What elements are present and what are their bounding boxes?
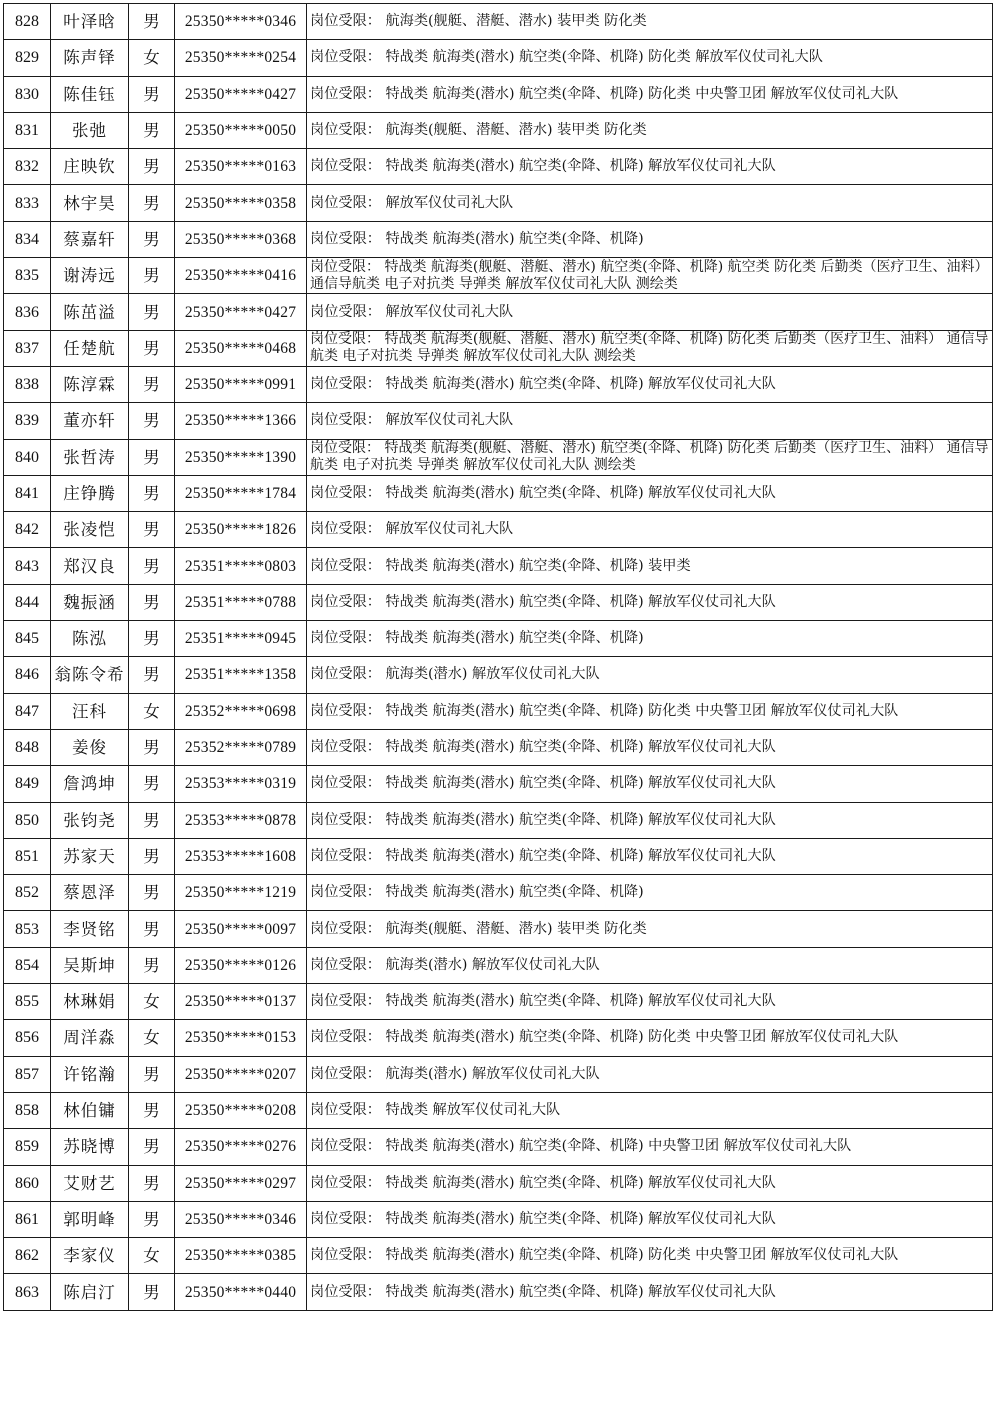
- table-row: [4, 802, 993, 838]
- gender-cell: 男: [129, 947, 175, 983]
- gender-cell: 男: [129, 911, 175, 947]
- id-number-cell: 25352*****0789: [175, 729, 307, 765]
- serial-number-cell: 835: [4, 258, 51, 294]
- serial-number-cell: 848: [4, 729, 51, 765]
- id-number-cell: 25350*****0991: [175, 366, 307, 402]
- table-row: [4, 693, 993, 729]
- id-number-cell: 25350*****0276: [175, 1129, 307, 1165]
- table-row: [4, 330, 993, 366]
- table-row: [4, 875, 993, 911]
- gender-cell: 男: [129, 875, 175, 911]
- table-row: [4, 294, 993, 330]
- name-cell: 郑汉良: [51, 548, 129, 584]
- table-row: [4, 439, 993, 475]
- restriction-note-cell: 岗位受限： 特战类 航海类(潜水) 航空类(伞降、机降): [307, 221, 993, 257]
- id-number-cell: 25350*****0346: [175, 4, 307, 40]
- name-cell: 任楚航: [51, 330, 129, 366]
- id-number-cell: 25350*****0137: [175, 984, 307, 1020]
- restriction-note-cell: 岗位受限： 特战类 航海类(潜水) 航空类(伞降、机降) 解放军仪仗司礼大队: [307, 802, 993, 838]
- restriction-note-cell: 岗位受限： 特战类 航海类(潜水) 航空类(伞降、机降) 解放军仪仗司礼大队: [307, 1165, 993, 1201]
- restriction-note-cell: 岗位受限： 特战类 航海类(潜水) 航空类(伞降、机降) 解放军仪仗司礼大队: [307, 766, 993, 802]
- gender-cell: 女: [129, 40, 175, 76]
- restriction-note-cell: 岗位受限： 解放军仪仗司礼大队: [307, 403, 993, 439]
- table-body: [4, 4, 993, 1311]
- id-number-cell: 25350*****0097: [175, 911, 307, 947]
- id-number-cell: 25353*****1608: [175, 838, 307, 874]
- serial-number-cell: 828: [4, 4, 51, 40]
- restriction-note-cell: 岗位受限： 解放军仪仗司礼大队: [307, 294, 993, 330]
- gender-cell: 男: [129, 294, 175, 330]
- id-number-cell: 25350*****0427: [175, 76, 307, 112]
- table-row: [4, 40, 993, 76]
- id-number-cell: 25350*****0153: [175, 1020, 307, 1056]
- id-number-cell: 25351*****0945: [175, 621, 307, 657]
- name-cell: 蔡恩泽: [51, 875, 129, 911]
- restriction-note-cell: 岗位受限： 特战类 航海类(潜水) 航空类(伞降、机降) 解放军仪仗司礼大队: [307, 729, 993, 765]
- restriction-note-cell: 岗位受限： 特战类 航海类(潜水) 航空类(伞降、机降) 解放军仪仗司礼大队: [307, 838, 993, 874]
- id-number-cell: 25350*****1390: [175, 439, 307, 475]
- gender-cell: 女: [129, 984, 175, 1020]
- serial-number-cell: 847: [4, 693, 51, 729]
- serial-number-cell: 856: [4, 1020, 51, 1056]
- name-cell: 陈佳钰: [51, 76, 129, 112]
- name-cell: 陈茁溢: [51, 294, 129, 330]
- id-number-cell: 25350*****0440: [175, 1274, 307, 1310]
- gender-cell: 男: [129, 439, 175, 475]
- name-cell: 魏振涵: [51, 584, 129, 620]
- restriction-note-cell: 岗位受限： 特战类 航海类(潜水) 航空类(伞降、机降) 解放军仪仗司礼大队: [307, 475, 993, 511]
- restriction-note-cell: 岗位受限： 特战类 航海类(潜水) 航空类(伞降、机降): [307, 875, 993, 911]
- serial-number-cell: 831: [4, 112, 51, 148]
- table-row: [4, 149, 993, 185]
- id-number-cell: 25350*****0416: [175, 258, 307, 294]
- table-row: [4, 766, 993, 802]
- name-cell: 陈启汀: [51, 1274, 129, 1310]
- name-cell: 庄映钦: [51, 149, 129, 185]
- gender-cell: 男: [129, 4, 175, 40]
- table-row: [4, 1129, 993, 1165]
- serial-number-cell: 850: [4, 802, 51, 838]
- id-number-cell: 25350*****0050: [175, 112, 307, 148]
- table-row: [4, 403, 993, 439]
- name-cell: 张哲涛: [51, 439, 129, 475]
- name-cell: 林伯镛: [51, 1092, 129, 1128]
- serial-number-cell: 861: [4, 1201, 51, 1237]
- restriction-note-cell: 岗位受限： 航海类(舰艇、潜艇、潜水) 装甲类 防化类: [307, 4, 993, 40]
- gender-cell: 男: [129, 621, 175, 657]
- table-row: [4, 621, 993, 657]
- id-number-cell: 25350*****0207: [175, 1056, 307, 1092]
- gender-cell: 男: [129, 149, 175, 185]
- gender-cell: 男: [129, 112, 175, 148]
- gender-cell: 男: [129, 185, 175, 221]
- restriction-note-cell: 岗位受限： 航海类(舰艇、潜艇、潜水) 装甲类 防化类: [307, 112, 993, 148]
- name-cell: 苏家天: [51, 838, 129, 874]
- table-row: [4, 584, 993, 620]
- id-number-cell: 25350*****0297: [175, 1165, 307, 1201]
- gender-cell: 女: [129, 693, 175, 729]
- id-number-cell: 25350*****0358: [175, 185, 307, 221]
- serial-number-cell: 845: [4, 621, 51, 657]
- table-row: [4, 1165, 993, 1201]
- gender-cell: 男: [129, 584, 175, 620]
- table-row: [4, 221, 993, 257]
- serial-number-cell: 836: [4, 294, 51, 330]
- name-cell: 张凌恺: [51, 512, 129, 548]
- id-number-cell: 25350*****0346: [175, 1201, 307, 1237]
- name-cell: 林宇昊: [51, 185, 129, 221]
- serial-number-cell: 858: [4, 1092, 51, 1128]
- restriction-note-cell: 岗位受限： 特战类 航海类(潜水) 航空类(伞降、机降) 解放军仪仗司礼大队: [307, 1201, 993, 1237]
- gender-cell: 男: [129, 548, 175, 584]
- id-number-cell: 25350*****1784: [175, 475, 307, 511]
- name-cell: 陈淳霖: [51, 366, 129, 402]
- restriction-note-cell: 岗位受限： 解放军仪仗司礼大队: [307, 185, 993, 221]
- gender-cell: 男: [129, 1274, 175, 1310]
- serial-number-cell: 832: [4, 149, 51, 185]
- restriction-note-cell: 岗位受限： 特战类 航海类(潜水) 航空类(伞降、机降) 防化类 解放军仪仗司礼大队: [307, 40, 993, 76]
- serial-number-cell: 833: [4, 185, 51, 221]
- serial-number-cell: 846: [4, 657, 51, 693]
- serial-number-cell: 854: [4, 947, 51, 983]
- restriction-note-cell: 岗位受限： 特战类 航海类(舰艇、潜艇、潜水) 航空类(伞降、机降) 航空类 防化类 后勤类（医疗卫生、油料） 通信导航类 电子对抗类 导弹类 解放军仪仗司礼大队 测绘类: [307, 258, 993, 294]
- id-number-cell: 25352*****0698: [175, 693, 307, 729]
- table-row: [4, 548, 993, 584]
- id-number-cell: 25350*****0427: [175, 294, 307, 330]
- name-cell: 苏晓博: [51, 1129, 129, 1165]
- name-cell: 张钧尧: [51, 802, 129, 838]
- gender-cell: 男: [129, 76, 175, 112]
- serial-number-cell: 830: [4, 76, 51, 112]
- id-number-cell: 25353*****0319: [175, 766, 307, 802]
- restriction-note-cell: 岗位受限： 航海类(潜水) 解放军仪仗司礼大队: [307, 657, 993, 693]
- table-row: [4, 76, 993, 112]
- table-row: [4, 1238, 993, 1274]
- serial-number-cell: 839: [4, 403, 51, 439]
- serial-number-cell: 857: [4, 1056, 51, 1092]
- table-row: [4, 112, 993, 148]
- gender-cell: 男: [129, 1201, 175, 1237]
- restriction-note-cell: 岗位受限： 特战类 航海类(舰艇、潜艇、潜水) 航空类(伞降、机降) 防化类 后勤类（医疗卫生、油料） 通信导航类 电子对抗类 导弹类 解放军仪仗司礼大队 测绘类: [307, 439, 993, 475]
- restriction-note-cell: 岗位受限： 航海类(舰艇、潜艇、潜水) 装甲类 防化类: [307, 911, 993, 947]
- restriction-note-cell: 岗位受限： 特战类 航海类(潜水) 航空类(伞降、机降): [307, 621, 993, 657]
- gender-cell: 女: [129, 1020, 175, 1056]
- serial-number-cell: 843: [4, 548, 51, 584]
- name-cell: 许铭瀚: [51, 1056, 129, 1092]
- restriction-note-cell: 岗位受限： 特战类 航海类(潜水) 航空类(伞降、机降) 防化类 中央警卫团 解放军仪仗司礼大队: [307, 1020, 993, 1056]
- gender-cell: 男: [129, 366, 175, 402]
- table-row: [4, 185, 993, 221]
- name-cell: 艾财艺: [51, 1165, 129, 1201]
- restriction-note-cell: 岗位受限： 解放军仪仗司礼大队: [307, 512, 993, 548]
- name-cell: 陈泓: [51, 621, 129, 657]
- table-row: [4, 1020, 993, 1056]
- serial-number-cell: 859: [4, 1129, 51, 1165]
- gender-cell: 男: [129, 512, 175, 548]
- restriction-note-cell: 岗位受限： 特战类 解放军仪仗司礼大队: [307, 1092, 993, 1128]
- name-cell: 汪科: [51, 693, 129, 729]
- serial-number-cell: 840: [4, 439, 51, 475]
- restriction-note-cell: 岗位受限： 特战类 航海类(舰艇、潜艇、潜水) 航空类(伞降、机降) 防化类 后勤类（医疗卫生、油料） 通信导航类 电子对抗类 导弹类 解放军仪仗司礼大队 测绘类: [307, 330, 993, 366]
- name-cell: 陈声铎: [51, 40, 129, 76]
- gender-cell: 男: [129, 475, 175, 511]
- id-number-cell: 25350*****0368: [175, 221, 307, 257]
- gender-cell: 男: [129, 657, 175, 693]
- table-row: [4, 911, 993, 947]
- table-row: [4, 1056, 993, 1092]
- table-row: [4, 366, 993, 402]
- serial-number-cell: 860: [4, 1165, 51, 1201]
- gender-cell: 男: [129, 729, 175, 765]
- gender-cell: 男: [129, 1129, 175, 1165]
- name-cell: 庄铮腾: [51, 475, 129, 511]
- restriction-note-cell: 岗位受限： 特战类 航海类(潜水) 航空类(伞降、机降) 装甲类: [307, 548, 993, 584]
- id-number-cell: 25351*****1358: [175, 657, 307, 693]
- restriction-note-cell: 岗位受限： 特战类 航海类(潜水) 航空类(伞降、机降) 解放军仪仗司礼大队: [307, 149, 993, 185]
- candidate-table: [3, 3, 993, 1311]
- id-number-cell: 25351*****0803: [175, 548, 307, 584]
- serial-number-cell: 838: [4, 366, 51, 402]
- gender-cell: 男: [129, 221, 175, 257]
- name-cell: 李家仪: [51, 1238, 129, 1274]
- gender-cell: 男: [129, 1165, 175, 1201]
- gender-cell: 男: [129, 1092, 175, 1128]
- serial-number-cell: 849: [4, 766, 51, 802]
- name-cell: 谢涛远: [51, 258, 129, 294]
- gender-cell: 男: [129, 838, 175, 874]
- gender-cell: 男: [129, 1056, 175, 1092]
- name-cell: 郭明峰: [51, 1201, 129, 1237]
- gender-cell: 男: [129, 403, 175, 439]
- id-number-cell: 25351*****0788: [175, 584, 307, 620]
- gender-cell: 女: [129, 1238, 175, 1274]
- id-number-cell: 25350*****1219: [175, 875, 307, 911]
- name-cell: 林琳娟: [51, 984, 129, 1020]
- name-cell: 蔡嘉轩: [51, 221, 129, 257]
- table-row: [4, 1274, 993, 1310]
- serial-number-cell: 844: [4, 584, 51, 620]
- restriction-note-cell: 岗位受限： 特战类 航海类(潜水) 航空类(伞降、机降) 解放军仪仗司礼大队: [307, 366, 993, 402]
- table-row: [4, 1092, 993, 1128]
- id-number-cell: 25350*****0208: [175, 1092, 307, 1128]
- id-number-cell: 25350*****0385: [175, 1238, 307, 1274]
- table-row: [4, 984, 993, 1020]
- gender-cell: 男: [129, 766, 175, 802]
- id-number-cell: 25350*****0468: [175, 330, 307, 366]
- name-cell: 张弛: [51, 112, 129, 148]
- id-number-cell: 25350*****1826: [175, 512, 307, 548]
- gender-cell: 男: [129, 802, 175, 838]
- id-number-cell: 25350*****1366: [175, 403, 307, 439]
- id-number-cell: 25350*****0254: [175, 40, 307, 76]
- restriction-note-cell: 岗位受限： 特战类 航海类(潜水) 航空类(伞降、机降) 防化类 中央警卫团 解放军仪仗司礼大队: [307, 76, 993, 112]
- serial-number-cell: 842: [4, 512, 51, 548]
- id-number-cell: 25350*****0163: [175, 149, 307, 185]
- table-row: [4, 838, 993, 874]
- serial-number-cell: 863: [4, 1274, 51, 1310]
- serial-number-cell: 834: [4, 221, 51, 257]
- table-row: [4, 1201, 993, 1237]
- name-cell: 吴斯坤: [51, 947, 129, 983]
- table-row: [4, 4, 993, 40]
- table-row: [4, 657, 993, 693]
- name-cell: 姜俊: [51, 729, 129, 765]
- serial-number-cell: 855: [4, 984, 51, 1020]
- serial-number-cell: 851: [4, 838, 51, 874]
- table-row: [4, 475, 993, 511]
- serial-number-cell: 862: [4, 1238, 51, 1274]
- restriction-note-cell: 岗位受限： 特战类 航海类(潜水) 航空类(伞降、机降) 中央警卫团 解放军仪仗司礼大队: [307, 1129, 993, 1165]
- restriction-note-cell: 岗位受限： 特战类 航海类(潜水) 航空类(伞降、机降) 解放军仪仗司礼大队: [307, 984, 993, 1020]
- table-row: [4, 729, 993, 765]
- name-cell: 李贤铭: [51, 911, 129, 947]
- table-row: [4, 947, 993, 983]
- serial-number-cell: 853: [4, 911, 51, 947]
- restriction-note-cell: 岗位受限： 特战类 航海类(潜水) 航空类(伞降、机降) 防化类 中央警卫团 解放军仪仗司礼大队: [307, 1238, 993, 1274]
- restriction-note-cell: 岗位受限： 特战类 航海类(潜水) 航空类(伞降、机降) 防化类 中央警卫团 解放军仪仗司礼大队: [307, 693, 993, 729]
- name-cell: 詹鸿坤: [51, 766, 129, 802]
- table-row: [4, 512, 993, 548]
- restriction-note-cell: 岗位受限： 航海类(潜水) 解放军仪仗司礼大队: [307, 947, 993, 983]
- gender-cell: 男: [129, 258, 175, 294]
- name-cell: 翁陈令希: [51, 657, 129, 693]
- serial-number-cell: 829: [4, 40, 51, 76]
- id-number-cell: 25350*****0126: [175, 947, 307, 983]
- restriction-note-cell: 岗位受限： 特战类 航海类(潜水) 航空类(伞降、机降) 解放军仪仗司礼大队: [307, 1274, 993, 1310]
- table-row: [4, 258, 993, 294]
- gender-cell: 男: [129, 330, 175, 366]
- restriction-note-cell: 岗位受限： 航海类(潜水) 解放军仪仗司礼大队: [307, 1056, 993, 1092]
- id-number-cell: 25353*****0878: [175, 802, 307, 838]
- name-cell: 叶泽晗: [51, 4, 129, 40]
- serial-number-cell: 837: [4, 330, 51, 366]
- name-cell: 董亦轩: [51, 403, 129, 439]
- serial-number-cell: 852: [4, 875, 51, 911]
- serial-number-cell: 841: [4, 475, 51, 511]
- name-cell: 周洋淼: [51, 1020, 129, 1056]
- restriction-note-cell: 岗位受限： 特战类 航海类(潜水) 航空类(伞降、机降) 解放军仪仗司礼大队: [307, 584, 993, 620]
